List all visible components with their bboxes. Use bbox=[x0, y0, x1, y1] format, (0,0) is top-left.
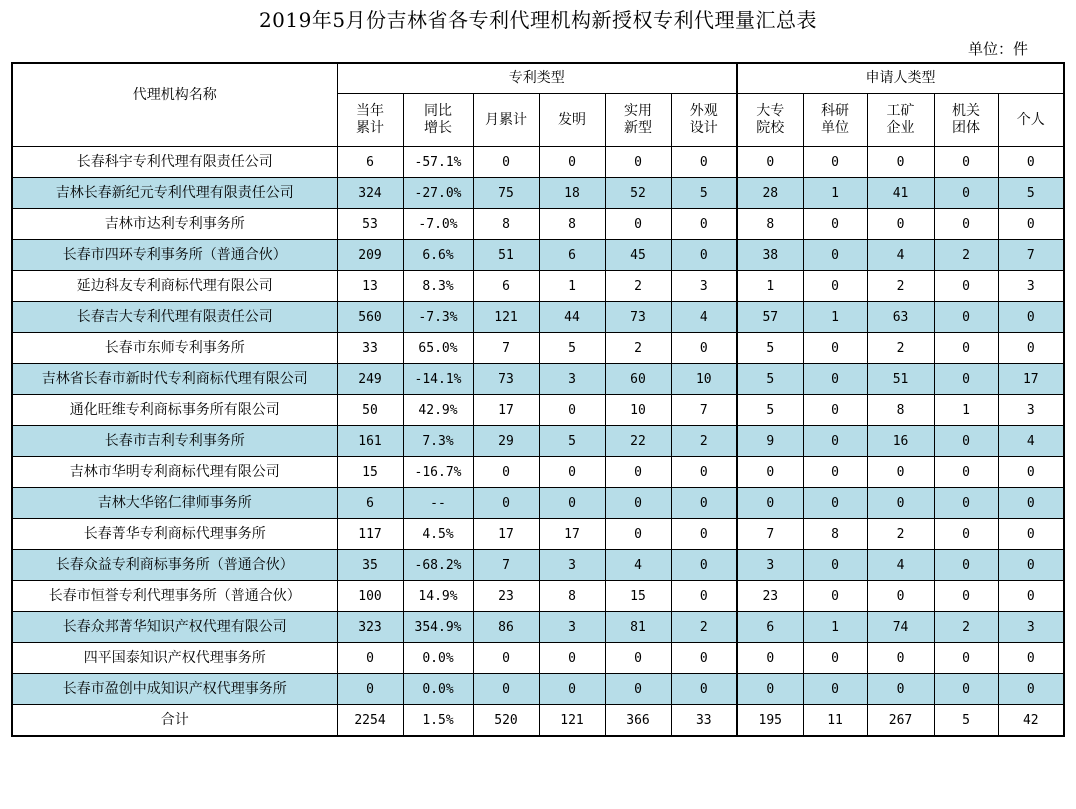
value-cell: 0 bbox=[803, 209, 867, 240]
value-cell: 4 bbox=[998, 426, 1064, 457]
value-cell: 0 bbox=[934, 364, 998, 395]
value-cell: 5 bbox=[998, 178, 1064, 209]
value-cell: -68.2% bbox=[403, 550, 473, 581]
value-cell: 0 bbox=[605, 674, 671, 705]
value-cell: 7 bbox=[998, 240, 1064, 271]
value-cell: 7 bbox=[473, 550, 539, 581]
value-cell: 1 bbox=[737, 271, 803, 302]
value-cell: 0 bbox=[934, 209, 998, 240]
column-header: 同比 增长 bbox=[403, 94, 473, 147]
value-cell: 0 bbox=[605, 519, 671, 550]
value-cell: 5 bbox=[539, 426, 605, 457]
value-cell: -27.0% bbox=[403, 178, 473, 209]
value-cell: 0 bbox=[803, 550, 867, 581]
value-cell: 0 bbox=[737, 488, 803, 519]
value-cell: 0 bbox=[867, 674, 934, 705]
column-header: 工矿 企业 bbox=[867, 94, 934, 147]
value-cell: 81 bbox=[605, 612, 671, 643]
value-cell: 0 bbox=[998, 147, 1064, 178]
value-cell: 3 bbox=[671, 271, 737, 302]
value-cell: 0 bbox=[934, 147, 998, 178]
agency-name-cell: 吉林大华铭仁律师事务所 bbox=[12, 488, 337, 519]
value-cell: 0 bbox=[803, 240, 867, 271]
value-cell: 0 bbox=[998, 674, 1064, 705]
applicant-type-header: 申请人类型 bbox=[737, 63, 1064, 94]
value-cell: 0 bbox=[867, 488, 934, 519]
value-cell: 2 bbox=[605, 271, 671, 302]
value-cell: 73 bbox=[473, 364, 539, 395]
table-row bbox=[12, 271, 1064, 302]
value-cell: 4 bbox=[867, 240, 934, 271]
value-cell: 8 bbox=[473, 209, 539, 240]
value-cell: 7 bbox=[473, 333, 539, 364]
value-cell: 0 bbox=[867, 457, 934, 488]
unit-label: 单位：件 bbox=[967, 40, 1028, 58]
value-cell: 560 bbox=[337, 302, 403, 333]
value-cell: 1 bbox=[934, 395, 998, 426]
value-cell: 8 bbox=[737, 209, 803, 240]
table-row bbox=[12, 643, 1064, 674]
table-row bbox=[12, 240, 1064, 271]
value-cell: 0 bbox=[803, 457, 867, 488]
value-cell: 1 bbox=[803, 612, 867, 643]
value-cell: 5 bbox=[737, 364, 803, 395]
value-cell: 0 bbox=[803, 674, 867, 705]
agency-name-cell: 长春市恒誉专利代理事务所（普通合伙） bbox=[12, 581, 337, 612]
column-header: 当年 累计 bbox=[337, 94, 403, 147]
value-cell: 10 bbox=[671, 364, 737, 395]
value-cell: 209 bbox=[337, 240, 403, 271]
value-cell: 0 bbox=[473, 488, 539, 519]
value-cell: 15 bbox=[605, 581, 671, 612]
column-header: 大专 院校 bbox=[737, 94, 803, 147]
value-cell: 63 bbox=[867, 302, 934, 333]
value-cell: 57 bbox=[737, 302, 803, 333]
agency-name-cell: 四平国泰知识产权代理事务所 bbox=[12, 643, 337, 674]
value-cell: 0 bbox=[934, 457, 998, 488]
value-cell: 0 bbox=[671, 209, 737, 240]
value-cell: 0 bbox=[934, 302, 998, 333]
value-cell: 0 bbox=[998, 302, 1064, 333]
value-cell: 42.9% bbox=[403, 395, 473, 426]
column-header: 外观 设计 bbox=[671, 94, 737, 147]
value-cell: 23 bbox=[737, 581, 803, 612]
value-cell: 0 bbox=[803, 643, 867, 674]
value-cell: 2 bbox=[867, 519, 934, 550]
agency-name-cell: 长春市东师专利事务所 bbox=[12, 333, 337, 364]
value-cell: 17 bbox=[998, 364, 1064, 395]
value-cell: 0 bbox=[998, 643, 1064, 674]
table-row bbox=[12, 612, 1064, 643]
total-label: 合计 bbox=[12, 705, 337, 737]
value-cell: 7.3% bbox=[403, 426, 473, 457]
value-cell: 2 bbox=[867, 271, 934, 302]
value-cell: 0 bbox=[337, 643, 403, 674]
value-cell: 0 bbox=[934, 426, 998, 457]
value-cell: 0.0% bbox=[403, 674, 473, 705]
agency-name-cell: 通化旺维专利商标事务所有限公司 bbox=[12, 395, 337, 426]
value-cell: 0 bbox=[934, 581, 998, 612]
patent-type-header: 专利类型 bbox=[337, 63, 737, 94]
value-cell: -16.7% bbox=[403, 457, 473, 488]
value-cell: 0 bbox=[337, 674, 403, 705]
value-cell: 0.0% bbox=[403, 643, 473, 674]
value-cell: 117 bbox=[337, 519, 403, 550]
value-cell: 51 bbox=[867, 364, 934, 395]
value-cell: -14.1% bbox=[403, 364, 473, 395]
value-cell: 42 bbox=[998, 705, 1064, 737]
value-cell: 0 bbox=[605, 643, 671, 674]
value-cell: -7.0% bbox=[403, 209, 473, 240]
value-cell: 75 bbox=[473, 178, 539, 209]
value-cell: 10 bbox=[605, 395, 671, 426]
value-cell: 0 bbox=[671, 333, 737, 364]
value-cell: 0 bbox=[539, 674, 605, 705]
value-cell: 17 bbox=[473, 519, 539, 550]
value-cell: 0 bbox=[671, 457, 737, 488]
value-cell: 0 bbox=[934, 488, 998, 519]
value-cell: 3 bbox=[539, 550, 605, 581]
value-cell: 0 bbox=[605, 209, 671, 240]
value-cell: 35 bbox=[337, 550, 403, 581]
value-cell: 22 bbox=[605, 426, 671, 457]
value-cell: 0 bbox=[998, 519, 1064, 550]
value-cell: 3 bbox=[998, 271, 1064, 302]
table-row bbox=[12, 364, 1064, 395]
agency-name-cell: 吉林省长春市新时代专利商标代理有限公司 bbox=[12, 364, 337, 395]
value-cell: 8 bbox=[803, 519, 867, 550]
value-cell: 249 bbox=[337, 364, 403, 395]
value-cell: 2 bbox=[605, 333, 671, 364]
column-header: 科研 单位 bbox=[803, 94, 867, 147]
value-cell: 53 bbox=[337, 209, 403, 240]
value-cell: 51 bbox=[473, 240, 539, 271]
value-cell: 9 bbox=[737, 426, 803, 457]
value-cell: 0 bbox=[737, 147, 803, 178]
value-cell: 100 bbox=[337, 581, 403, 612]
value-cell: 0 bbox=[867, 643, 934, 674]
agency-name-cell: 长春众邦菁华知识产权代理有限公司 bbox=[12, 612, 337, 643]
agency-name-cell: 长春市盈创中成知识产权代理事务所 bbox=[12, 674, 337, 705]
value-cell: 29 bbox=[473, 426, 539, 457]
value-cell: 33 bbox=[671, 705, 737, 737]
value-cell: 11 bbox=[803, 705, 867, 737]
value-cell: 0 bbox=[867, 147, 934, 178]
value-cell: 0 bbox=[671, 240, 737, 271]
total-row bbox=[12, 705, 1064, 737]
value-cell: 0 bbox=[671, 519, 737, 550]
value-cell: 0 bbox=[671, 488, 737, 519]
value-cell: 52 bbox=[605, 178, 671, 209]
value-cell: 0 bbox=[934, 643, 998, 674]
value-cell: 0 bbox=[671, 147, 737, 178]
value-cell: 1 bbox=[539, 271, 605, 302]
value-cell: 2 bbox=[934, 240, 998, 271]
value-cell: 1.5% bbox=[403, 705, 473, 737]
value-cell: 5 bbox=[539, 333, 605, 364]
value-cell: 4 bbox=[867, 550, 934, 581]
value-cell: 18 bbox=[539, 178, 605, 209]
value-cell: 0 bbox=[539, 488, 605, 519]
table-row bbox=[12, 147, 1064, 178]
value-cell: 0 bbox=[867, 581, 934, 612]
value-cell: 0 bbox=[605, 457, 671, 488]
value-cell: 0 bbox=[998, 457, 1064, 488]
value-cell: 0 bbox=[473, 643, 539, 674]
value-cell: 0 bbox=[998, 550, 1064, 581]
agency-name-cell: 长春菁华专利商标代理事务所 bbox=[12, 519, 337, 550]
value-cell: 0 bbox=[934, 550, 998, 581]
value-cell: 0 bbox=[473, 674, 539, 705]
value-cell: 8 bbox=[539, 209, 605, 240]
value-cell: 15 bbox=[337, 457, 403, 488]
value-cell: 2 bbox=[671, 426, 737, 457]
value-cell: 0 bbox=[539, 457, 605, 488]
value-cell: 0 bbox=[867, 209, 934, 240]
summary-table bbox=[11, 62, 1065, 737]
value-cell: 0 bbox=[539, 395, 605, 426]
value-cell: 0 bbox=[934, 674, 998, 705]
value-cell: 74 bbox=[867, 612, 934, 643]
value-cell: 13 bbox=[337, 271, 403, 302]
value-cell: 4 bbox=[605, 550, 671, 581]
value-cell: 3 bbox=[737, 550, 803, 581]
value-cell: 4.5% bbox=[403, 519, 473, 550]
value-cell: -57.1% bbox=[403, 147, 473, 178]
value-cell: 5 bbox=[737, 333, 803, 364]
value-cell: 121 bbox=[539, 705, 605, 737]
value-cell: 121 bbox=[473, 302, 539, 333]
value-cell: 0 bbox=[671, 674, 737, 705]
value-cell: 2 bbox=[671, 612, 737, 643]
table-row bbox=[12, 581, 1064, 612]
value-cell: 0 bbox=[998, 488, 1064, 519]
table-row bbox=[12, 488, 1064, 519]
column-header: 机关 团体 bbox=[934, 94, 998, 147]
value-cell: 45 bbox=[605, 240, 671, 271]
agency-name-cell: 吉林长春新纪元专利代理有限责任公司 bbox=[12, 178, 337, 209]
value-cell: 6 bbox=[737, 612, 803, 643]
value-cell: 60 bbox=[605, 364, 671, 395]
value-cell: 3 bbox=[998, 612, 1064, 643]
value-cell: 6 bbox=[337, 147, 403, 178]
value-cell: 5 bbox=[737, 395, 803, 426]
value-cell: 520 bbox=[473, 705, 539, 737]
value-cell: 8 bbox=[539, 581, 605, 612]
table-row bbox=[12, 178, 1064, 209]
value-cell: 3 bbox=[539, 612, 605, 643]
value-cell: 161 bbox=[337, 426, 403, 457]
value-cell: 0 bbox=[998, 581, 1064, 612]
value-cell: 0 bbox=[803, 581, 867, 612]
agency-header: 代理机构名称 bbox=[12, 63, 337, 147]
table-row bbox=[12, 550, 1064, 581]
table-row bbox=[12, 333, 1064, 364]
table-row bbox=[12, 395, 1064, 426]
value-cell: 1 bbox=[803, 302, 867, 333]
value-cell: 2254 bbox=[337, 705, 403, 737]
column-header: 发明 bbox=[539, 94, 605, 147]
agency-name-cell: 吉林市达利专利事务所 bbox=[12, 209, 337, 240]
table-title: 2019年5月份吉林省各专利代理机构新授权专利代理量汇总表 bbox=[258, 8, 818, 32]
value-cell: 324 bbox=[337, 178, 403, 209]
value-cell: 2 bbox=[867, 333, 934, 364]
column-header: 个人 bbox=[998, 94, 1064, 147]
value-cell: 3 bbox=[998, 395, 1064, 426]
value-cell: 17 bbox=[539, 519, 605, 550]
value-cell: 7 bbox=[671, 395, 737, 426]
value-cell: 6 bbox=[539, 240, 605, 271]
table-row bbox=[12, 519, 1064, 550]
value-cell: -- bbox=[403, 488, 473, 519]
agency-name-cell: 延边科友专利商标代理有限公司 bbox=[12, 271, 337, 302]
value-cell: 2 bbox=[934, 612, 998, 643]
value-cell: 354.9% bbox=[403, 612, 473, 643]
value-cell: 0 bbox=[737, 643, 803, 674]
value-cell: 4 bbox=[671, 302, 737, 333]
value-cell: 33 bbox=[337, 333, 403, 364]
value-cell: 16 bbox=[867, 426, 934, 457]
value-cell: 7 bbox=[737, 519, 803, 550]
value-cell: 8.3% bbox=[403, 271, 473, 302]
value-cell: 195 bbox=[737, 705, 803, 737]
value-cell: 65.0% bbox=[403, 333, 473, 364]
value-cell: 0 bbox=[998, 333, 1064, 364]
agency-name-cell: 长春众益专利商标事务所（普通合伙） bbox=[12, 550, 337, 581]
column-header: 实用 新型 bbox=[605, 94, 671, 147]
value-cell: 44 bbox=[539, 302, 605, 333]
value-cell: 0 bbox=[605, 488, 671, 519]
value-cell: 0 bbox=[934, 178, 998, 209]
value-cell: 17 bbox=[473, 395, 539, 426]
value-cell: 8 bbox=[867, 395, 934, 426]
value-cell: 38 bbox=[737, 240, 803, 271]
value-cell: 267 bbox=[867, 705, 934, 737]
value-cell: 0 bbox=[803, 147, 867, 178]
value-cell: 6 bbox=[337, 488, 403, 519]
value-cell: 5 bbox=[671, 178, 737, 209]
value-cell: 0 bbox=[671, 550, 737, 581]
agency-name-cell: 长春市四环专利事务所（普通合伙） bbox=[12, 240, 337, 271]
agency-name-cell: 吉林市华明专利商标代理有限公司 bbox=[12, 457, 337, 488]
column-header: 月累计 bbox=[473, 94, 539, 147]
value-cell: 3 bbox=[539, 364, 605, 395]
value-cell: 0 bbox=[737, 674, 803, 705]
value-cell: 5 bbox=[934, 705, 998, 737]
table-row bbox=[12, 302, 1064, 333]
table-row bbox=[12, 209, 1064, 240]
value-cell: 0 bbox=[803, 271, 867, 302]
value-cell: 0 bbox=[671, 643, 737, 674]
value-cell: 0 bbox=[934, 271, 998, 302]
value-cell: 0 bbox=[671, 581, 737, 612]
value-cell: 323 bbox=[337, 612, 403, 643]
value-cell: 14.9% bbox=[403, 581, 473, 612]
value-cell: 0 bbox=[803, 333, 867, 364]
value-cell: 0 bbox=[473, 457, 539, 488]
value-cell: -7.3% bbox=[403, 302, 473, 333]
value-cell: 0 bbox=[737, 457, 803, 488]
value-cell: 6.6% bbox=[403, 240, 473, 271]
value-cell: 0 bbox=[934, 519, 998, 550]
value-cell: 0 bbox=[605, 147, 671, 178]
value-cell: 73 bbox=[605, 302, 671, 333]
agency-name-cell: 长春吉大专利代理有限责任公司 bbox=[12, 302, 337, 333]
agency-name-cell: 长春科宇专利代理有限责任公司 bbox=[12, 147, 337, 178]
value-cell: 0 bbox=[803, 488, 867, 519]
value-cell: 0 bbox=[803, 426, 867, 457]
value-cell: 366 bbox=[605, 705, 671, 737]
value-cell: 86 bbox=[473, 612, 539, 643]
value-cell: 0 bbox=[539, 147, 605, 178]
value-cell: 6 bbox=[473, 271, 539, 302]
value-cell: 0 bbox=[803, 364, 867, 395]
value-cell: 0 bbox=[934, 333, 998, 364]
value-cell: 0 bbox=[539, 643, 605, 674]
value-cell: 23 bbox=[473, 581, 539, 612]
value-cell: 28 bbox=[737, 178, 803, 209]
value-cell: 41 bbox=[867, 178, 934, 209]
table-row bbox=[12, 674, 1064, 705]
agency-name-cell: 长春市吉利专利事务所 bbox=[12, 426, 337, 457]
table-row bbox=[12, 457, 1064, 488]
value-cell: 1 bbox=[803, 178, 867, 209]
value-cell: 50 bbox=[337, 395, 403, 426]
value-cell: 0 bbox=[998, 209, 1064, 240]
value-cell: 0 bbox=[803, 395, 867, 426]
table-row bbox=[12, 426, 1064, 457]
value-cell: 0 bbox=[473, 147, 539, 178]
